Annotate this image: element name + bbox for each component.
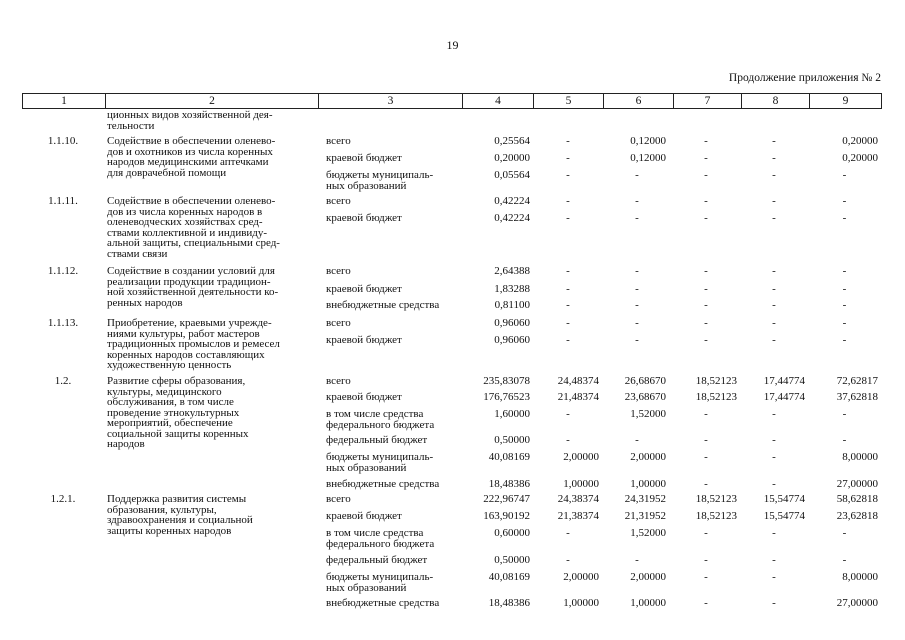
- value-cell-col-7: -: [704, 408, 708, 420]
- value-cell-col-7: -: [704, 434, 708, 446]
- value-cell-col-4: 1,60000: [494, 408, 530, 420]
- value-cell-col-6: 1,00000: [630, 597, 666, 609]
- header-col-7: 7: [704, 95, 711, 107]
- value-cell-col-7: -: [704, 169, 708, 181]
- value-cell-col-4: 0,60000: [494, 527, 530, 539]
- row-description: Приобретение, краевыми учрежде- ниями культуры, работ мастеров традиционных промыслов и ремесел коренных народов составляющих художественную ценность: [107, 317, 280, 371]
- value-cell-col-9: -: [842, 265, 847, 277]
- value-cell-col-9: 58,62818: [836, 493, 878, 505]
- header-col-5: 5: [565, 95, 572, 107]
- row-number: 1.1.13.: [47, 317, 79, 329]
- value-cell-col-8: -: [772, 571, 776, 583]
- row-number: 1.1.12.: [47, 265, 79, 277]
- row-number: 1.2.: [54, 375, 72, 387]
- value-cell-col-7: -: [704, 299, 708, 311]
- value-cell-col-4: 163,90192: [483, 510, 530, 522]
- funding-source-label: краевой бюджет: [326, 391, 402, 403]
- value-cell-col-9: 72,62817: [836, 375, 878, 387]
- value-cell-col-9: -: [842, 195, 847, 207]
- value-cell-col-7: -: [704, 283, 708, 295]
- value-cell-col-9: 8,00000: [842, 451, 878, 463]
- value-cell-col-5: -: [566, 283, 570, 295]
- value-cell-col-7: 18,52123: [695, 510, 737, 522]
- value-cell-col-7: -: [704, 527, 708, 539]
- value-cell-col-5: -: [566, 408, 570, 420]
- funding-source-label: всего: [326, 317, 351, 329]
- value-cell-col-4: 0,42224: [494, 195, 530, 207]
- funding-source-label: всего: [326, 195, 351, 207]
- value-cell-col-6: 0,12000: [630, 152, 666, 164]
- funding-source-label: федеральный бюджет: [326, 434, 428, 446]
- value-cell-col-5: 21,48374: [557, 391, 599, 403]
- row-description: Содействие в обеспечении оленево- дов и охотников из числа коренных народов медицинскими аптечками для доврачебной помощи: [107, 135, 276, 179]
- value-cell-col-6: -: [635, 554, 639, 566]
- funding-source-label: всего: [326, 135, 351, 147]
- value-cell-col-6: 1,52000: [630, 527, 666, 539]
- value-cell-col-4: 2,64388: [494, 265, 530, 277]
- value-cell-col-7: -: [704, 597, 708, 609]
- value-cell-col-4: 1,83288: [494, 283, 530, 295]
- value-cell-col-5: 24,48374: [557, 375, 599, 387]
- value-cell-col-5: 1,00000: [563, 597, 599, 609]
- value-cell-col-8: -: [772, 152, 776, 164]
- value-cell-col-7: -: [704, 571, 708, 583]
- value-cell-col-5: 1,00000: [563, 478, 599, 490]
- row-number: 1.2.1.: [50, 493, 76, 505]
- funding-source-label: в том числе средства федерального бюджета: [326, 408, 435, 431]
- funding-source-label: краевой бюджет: [326, 510, 402, 522]
- value-cell-col-6: 1,52000: [630, 408, 666, 420]
- row-description: Содействие в создании условий для реализации продукции традицион- ной хозяйственной деятельности ко- ренных народов: [107, 265, 279, 309]
- header-col-4: 4: [495, 95, 501, 107]
- value-cell-col-8: -: [772, 478, 776, 490]
- value-cell-col-6: 23,68670: [624, 391, 666, 403]
- value-cell-col-6: 1,00000: [630, 478, 666, 490]
- value-cell-col-9: 0,20000: [842, 152, 878, 164]
- row-number: 1.1.11.: [48, 195, 78, 207]
- value-cell-col-6: -: [635, 195, 639, 207]
- row-description: Развитие сферы образования, культуры, медицинского обслуживания, в том числе проведение этнокультурных мероприятий, обеспечение социальной защиты коренных народов: [107, 375, 249, 450]
- value-cell-col-9: 23,62818: [836, 510, 878, 522]
- value-cell-col-8: -: [772, 527, 776, 539]
- value-cell-col-9: 0,20000: [842, 135, 878, 147]
- funding-source-label: внебюджетные средства: [326, 478, 440, 490]
- value-cell-col-9: -: [842, 317, 847, 329]
- value-cell-col-4: 0,96060: [494, 317, 530, 329]
- value-cell-col-9: -: [842, 527, 847, 539]
- funding-source-label: бюджеты муниципаль- ных образований: [326, 451, 434, 474]
- header-col-2: 2: [209, 95, 215, 107]
- value-cell-col-6: -: [635, 283, 639, 295]
- value-cell-col-8: -: [772, 554, 776, 566]
- value-cell-col-9: 27,00000: [836, 478, 878, 490]
- value-cell-col-7: -: [704, 135, 708, 147]
- funding-source-label: всего: [326, 265, 351, 277]
- value-cell-col-8: -: [772, 317, 776, 329]
- value-cell-col-6: 26,68670: [624, 375, 666, 387]
- value-cell-col-8: -: [772, 265, 776, 277]
- value-cell-col-5: -: [566, 434, 570, 446]
- value-cell-col-8: 17,44774: [763, 391, 805, 403]
- value-cell-col-5: -: [566, 527, 570, 539]
- value-cell-col-4: 18,48386: [488, 478, 530, 490]
- header-col-6: 6: [635, 95, 642, 107]
- table-header: [22, 93, 882, 109]
- funding-source-label: всего: [326, 375, 351, 387]
- value-cell-col-7: -: [704, 478, 708, 490]
- value-cell-col-7: 18,52123: [695, 391, 737, 403]
- row-description: Содействие в обеспечении оленево- дов из числа коренных народов в оленеводческих хозяйствах сред- ствами коллективной и индивиду- альной защиты, специальными сред- ствами связи: [107, 195, 280, 260]
- value-cell-col-7: -: [704, 554, 708, 566]
- value-cell-col-4: 40,08169: [488, 451, 530, 463]
- value-cell-col-5: 2,00000: [563, 451, 599, 463]
- value-cell-col-9: -: [842, 334, 847, 346]
- value-cell-col-6: -: [635, 434, 639, 446]
- carryover-text: ционных видов хозяйственной дея- тельности: [107, 109, 273, 132]
- value-cell-col-4: 40,08169: [488, 571, 530, 583]
- funding-source-label: бюджеты муниципаль- ных образований: [326, 169, 434, 192]
- funding-source-label: краевой бюджет: [326, 334, 402, 346]
- value-cell-col-9: -: [842, 434, 847, 446]
- value-cell-col-4: 0,42224: [494, 212, 530, 224]
- value-cell-col-8: 17,44774: [763, 375, 805, 387]
- value-cell-col-7: -: [704, 195, 708, 207]
- value-cell-col-8: -: [772, 597, 776, 609]
- funding-source-label: краевой бюджет: [326, 283, 402, 295]
- header-col-9: 9: [842, 95, 849, 107]
- value-cell-col-5: -: [566, 317, 570, 329]
- header-col-3: 3: [387, 95, 394, 107]
- value-cell-col-4: 0,50000: [494, 554, 530, 566]
- value-cell-col-5: -: [566, 554, 570, 566]
- row-description: Поддержка развития системы образования, культуры, здравоохранения и социальной защиты коренных народов: [107, 493, 253, 537]
- value-cell-col-6: 2,00000: [630, 451, 666, 463]
- value-cell-col-5: -: [566, 169, 570, 181]
- value-cell-col-8: -: [772, 195, 776, 207]
- value-cell-col-7: -: [704, 334, 708, 346]
- value-cell-col-4: 0,05564: [494, 169, 530, 181]
- value-cell-col-5: -: [566, 334, 570, 346]
- value-cell-col-9: 37,62818: [836, 391, 878, 403]
- header-col-8: 8: [772, 95, 779, 107]
- value-cell-col-6: 24,31952: [624, 493, 666, 505]
- value-cell-col-6: 0,12000: [630, 135, 666, 147]
- value-cell-col-4: 0,96060: [494, 334, 530, 346]
- value-cell-col-9: -: [842, 212, 847, 224]
- value-cell-col-5: 2,00000: [563, 571, 599, 583]
- value-cell-col-8: -: [772, 283, 776, 295]
- value-cell-col-9: -: [842, 408, 847, 420]
- value-cell-col-7: -: [704, 152, 708, 164]
- value-cell-col-4: 0,25564: [494, 135, 530, 147]
- funding-source-label: в том числе средства федерального бюджета: [326, 527, 435, 550]
- value-cell-col-8: -: [772, 451, 776, 463]
- value-cell-col-8: -: [772, 299, 776, 311]
- value-cell-col-6: -: [635, 317, 639, 329]
- value-cell-col-8: 15,54774: [763, 510, 805, 522]
- value-cell-col-4: 235,83078: [483, 375, 530, 387]
- value-cell-col-5: -: [566, 265, 570, 277]
- value-cell-col-8: -: [772, 169, 776, 181]
- funding-source-label: всего: [326, 493, 351, 505]
- value-cell-col-6: 21,31952: [624, 510, 666, 522]
- funding-source-label: федеральный бюджет: [326, 554, 428, 566]
- value-cell-col-5: 24,38374: [557, 493, 599, 505]
- value-cell-col-6: -: [635, 334, 639, 346]
- value-cell-col-5: -: [566, 152, 570, 164]
- value-cell-col-7: 18,52123: [695, 375, 737, 387]
- funding-source-label: внебюджетные средства: [326, 597, 440, 609]
- value-cell-col-9: 27,00000: [836, 597, 878, 609]
- funding-source-label: бюджеты муниципаль- ных образований: [326, 571, 434, 594]
- value-cell-col-4: 0,81100: [494, 299, 530, 311]
- value-cell-col-8: -: [772, 408, 776, 420]
- value-cell-col-6: 2,00000: [630, 571, 666, 583]
- value-cell-col-5: 21,38374: [557, 510, 599, 522]
- header-col-1: 1: [61, 95, 67, 107]
- value-cell-col-9: -: [842, 299, 847, 311]
- value-cell-col-4: 18,48386: [488, 597, 530, 609]
- value-cell-col-7: -: [704, 451, 708, 463]
- funding-source-label: краевой бюджет: [326, 152, 402, 164]
- continuation-label: Продолжение приложения № 2: [728, 72, 881, 84]
- value-cell-col-8: -: [772, 135, 776, 147]
- value-cell-col-9: -: [842, 169, 847, 181]
- value-cell-col-6: -: [635, 265, 639, 277]
- value-cell-col-6: -: [635, 299, 639, 311]
- funding-source-label: краевой бюджет: [326, 212, 402, 224]
- row-number: 1.1.10.: [47, 135, 79, 147]
- funding-source-label: внебюджетные средства: [326, 299, 440, 311]
- value-cell-col-8: 15,54774: [763, 493, 805, 505]
- value-cell-col-7: -: [704, 265, 708, 277]
- value-cell-col-5: -: [566, 299, 570, 311]
- value-cell-col-4: 222,96747: [483, 493, 530, 505]
- value-cell-col-4: 0,20000: [494, 152, 530, 164]
- value-cell-col-9: -: [842, 283, 847, 295]
- page-number: 19: [446, 38, 459, 52]
- value-cell-col-6: -: [635, 169, 639, 181]
- value-cell-col-5: -: [566, 195, 570, 207]
- value-cell-col-4: 0,50000: [494, 434, 530, 446]
- value-cell-col-5: -: [566, 212, 570, 224]
- value-cell-col-4: 176,76523: [483, 391, 530, 403]
- value-cell-col-8: -: [772, 334, 776, 346]
- value-cell-col-8: -: [772, 212, 776, 224]
- value-cell-col-5: -: [566, 135, 570, 147]
- value-cell-col-7: 18,52123: [695, 493, 737, 505]
- value-cell-col-7: -: [704, 212, 708, 224]
- value-cell-col-8: -: [772, 434, 776, 446]
- value-cell-col-9: -: [842, 554, 847, 566]
- value-cell-col-6: -: [635, 212, 639, 224]
- value-cell-col-9: 8,00000: [842, 571, 878, 583]
- value-cell-col-7: -: [704, 317, 708, 329]
